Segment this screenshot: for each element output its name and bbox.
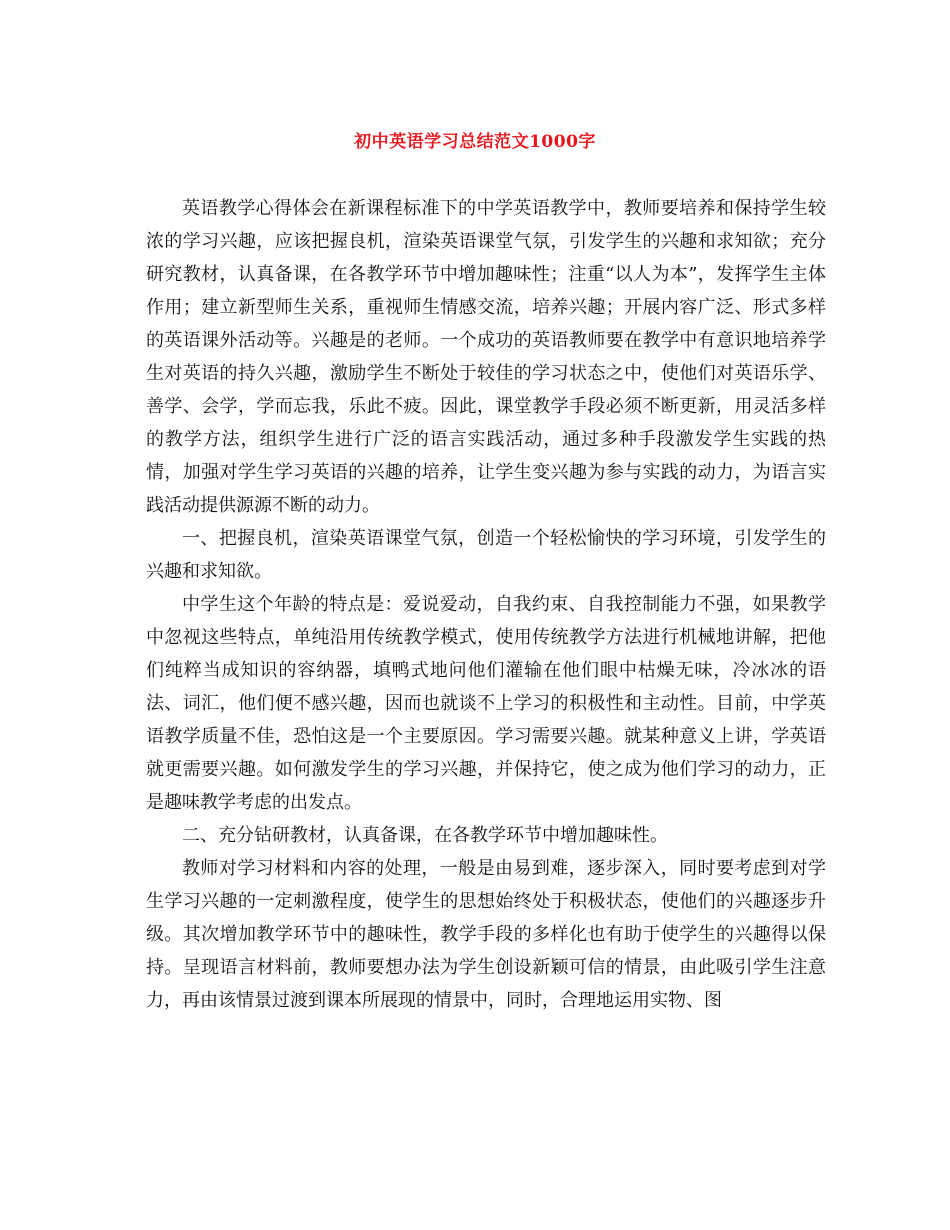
paragraph: 教师对学习材料和内容的处理，一般是由易到难，逐步深入，同时要考虑到对学生学习兴趣的一定刺激程度，使学生的思想始终处于积极状态，使他们的兴趣逐步升级。其次增加教学环节中的趣味性，教学手段的多样化也有助于使学生的兴趣得以保持。呈现语言材料前，教师要想办法为学生创设新颖可信的情景，由此吸引学生注意力，再由该情景过渡到课本所展现的情景中，同时，合理地运用实物、图 [146, 858, 826, 1011]
paragraph: 英语教学心得体会在新课程标准下的中学英语教学中，教师要培养和保持学生较浓的学习兴趣，应该把握良机，渲染英语课堂气氛，引发学生的兴趣和求知欲；充分研究教材，认真备课，在各教学环节中增加趣味性；注重“以人为本”，发挥学生主体作用；建立新型师生关系，重视师生情感交流，培养兴趣；开展内容广泛、形式多样的英语课外活动等。兴趣是的老师。一个成功的英语教师要在教学中有意识地培养学生对英语的持久兴趣，激励学生不断处于较佳的学习状态之中，使他们对英语乐学、善学、会学，学而忘我，乐此不疲。因此，课堂教学手段必须不断更新，用灵活多样的教学方法，组织学生进行广泛的语言实践活动，通过多种手段激发学生实践的热情，加强对学生学习英语的兴趣的培养，让学生变兴趣为参与实践的动力，为语言实践活动提供源源不断的动力。 [146, 198, 826, 516]
document-body [146, 192, 826, 1017]
paragraph: 一、把握良机，渲染英语课堂气氛，创造一个轻松愉快的学习环境，引发学生的兴趣和求知欲。 [146, 528, 826, 582]
paragraph: 中学生这个年龄的特点是：爱说爱动，自我约束、自我控制能力不强，如果教学中忽视这些特点，单纯沿用传统教学模式，使用传统教学方法进行机械地讲解，把他们纯粹当成知识的容纳器，填鸭式地问他们灌输在他们眼中枯燥无味，冷冰冰的语法、词汇，他们便不感兴趣，因而也就谈不上学习的积极性和主动性。目前，中学英语教学质量不佳，恐怕这是一个主要原因。学习需要兴趣。就某种意义上讲，学英语就更需要兴趣。如何激发学生的学习兴趣，并保持它，使之成为他们学习的动力，正是趣味教学考虑的出发点。 [146, 594, 826, 813]
document-title: 初中英语学习总结范文1000字 [354, 132, 596, 152]
paragraph: 二、充分钻研教材，认真备课，在各教学环节中增加趣味性。 [182, 825, 668, 846]
